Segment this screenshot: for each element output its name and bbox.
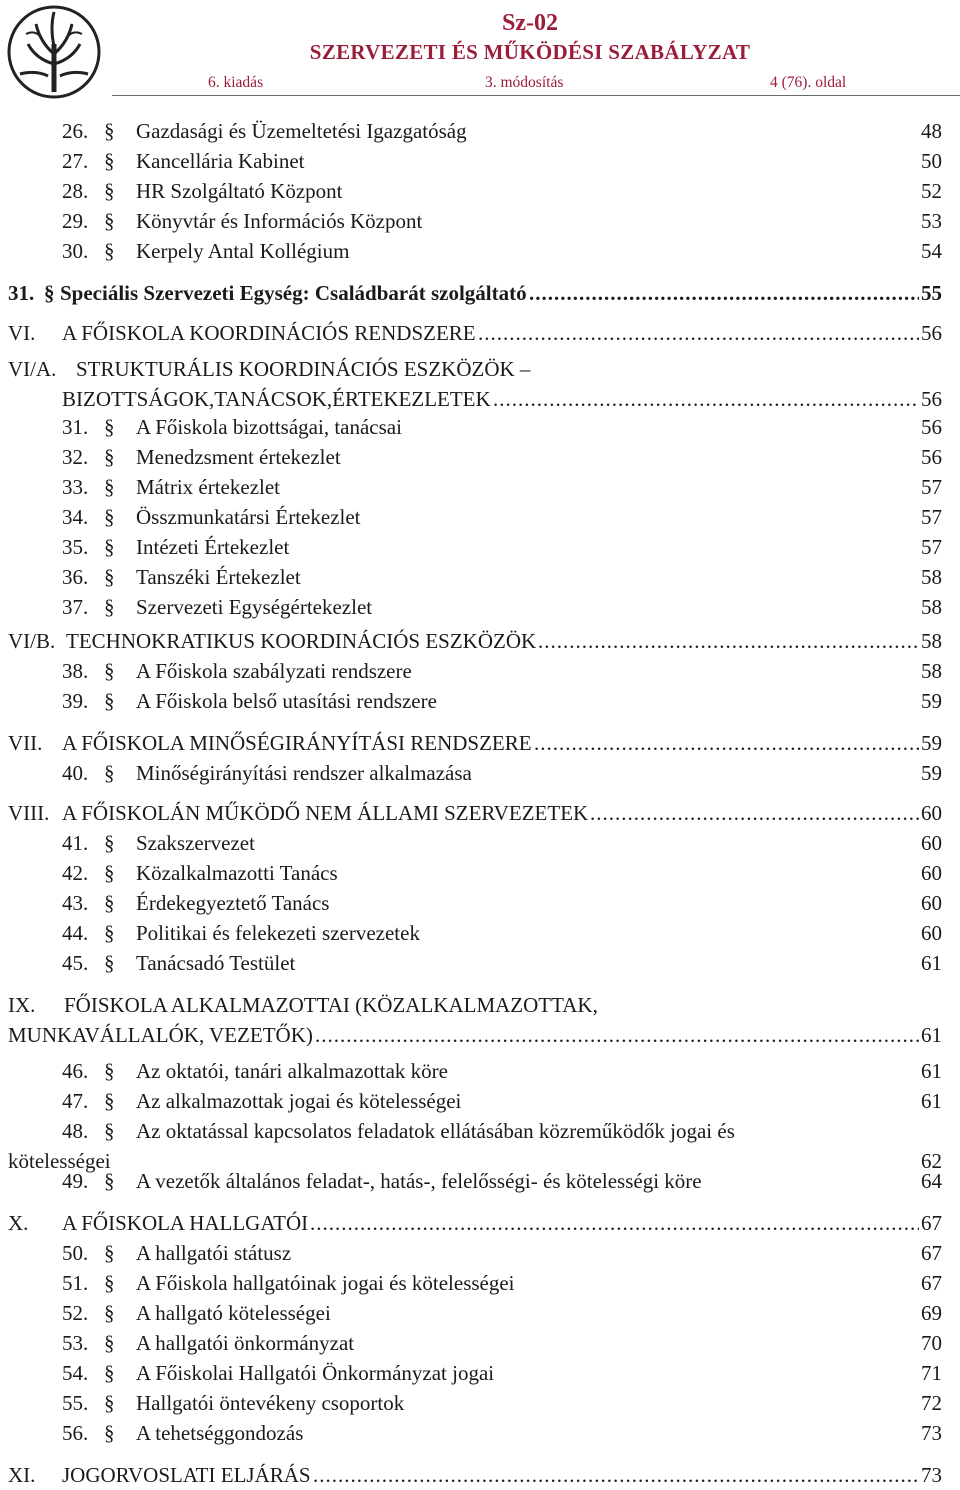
- toc-entry-number: 29.: [62, 209, 89, 233]
- toc-entry-page: 69: [921, 1301, 942, 1325]
- modification-label: 3. módosítás: [485, 74, 564, 91]
- toc-entry-page: 67: [921, 1211, 942, 1235]
- toc-entry-number: VI.: [8, 321, 36, 345]
- toc-entry-title: Hallgatói öntevékeny csoportok: [136, 1391, 405, 1415]
- toc-entry-title: Közalkalmazotti Tanács: [136, 861, 338, 885]
- toc-entry-number: 56.: [62, 1421, 89, 1445]
- section-icon: §: [104, 1331, 115, 1355]
- toc-entry-page: 58: [921, 595, 942, 619]
- toc-entry-title: A hallgatói önkormányzat: [136, 1331, 355, 1355]
- toc-entry-page: 67: [921, 1241, 942, 1265]
- toc-entry-number: 47.: [62, 1089, 89, 1113]
- toc-entry-title: Kerpely Antal Kollégium: [136, 239, 350, 263]
- toc-entry-number: X.: [8, 1211, 29, 1235]
- section-icon: §: [104, 1089, 115, 1113]
- toc-entry-page: 71: [921, 1361, 942, 1385]
- toc-entry[interactable]: [0, 1268, 960, 1298]
- section-icon: §: [104, 659, 115, 683]
- toc-entry-title: Könyvtár és Információs Központ: [136, 209, 423, 233]
- toc-entry-number: 48.: [62, 1119, 89, 1143]
- toc-entry-title: Kancellária Kabinet: [136, 149, 305, 173]
- toc-entry[interactable]: [0, 1208, 960, 1238]
- toc-entry-title: STRUKTURÁLIS KOORDINÁCIÓS ESZKÖZÖK –: [76, 357, 531, 381]
- document-meta: [180, 72, 880, 96]
- toc-entry-page: 59: [921, 761, 942, 785]
- toc-entry-number: 41.: [62, 831, 89, 855]
- section-icon: §: [104, 445, 115, 469]
- toc-entry-number: 45.: [62, 951, 89, 975]
- tree-logo-icon: [6, 4, 102, 100]
- toc-entry-number: 37.: [62, 595, 89, 619]
- toc-entry-title: Szakszervezet: [136, 831, 255, 855]
- toc-entry[interactable]: [0, 1116, 960, 1146]
- toc-entry-title: JOGORVOSLATI ELJÁRÁS: [62, 1463, 311, 1487]
- toc-entry-title: TECHNOKRATIKUS KOORDINÁCIÓS ESZKÖZÖK: [66, 629, 537, 653]
- toc-entry-title: Szervezeti Egységértekezlet: [136, 595, 373, 619]
- dot-leader: [529, 278, 919, 308]
- section-icon: §: [104, 861, 115, 885]
- section-icon: §: [104, 831, 115, 855]
- toc-entry[interactable]: [0, 990, 960, 1020]
- toc-entry-page: 62: [921, 1149, 942, 1173]
- toc-entry[interactable]: [0, 236, 960, 266]
- dot-leader: [315, 1020, 919, 1050]
- toc-entry-number: 53.: [62, 1331, 89, 1355]
- toc-entry-page: 64: [921, 1169, 942, 1193]
- toc-entry-page: 60: [921, 891, 942, 915]
- toc-entry-number: 54.: [62, 1361, 89, 1385]
- toc-entry-number: VI/B.: [8, 629, 56, 653]
- toc-entry[interactable]: [0, 442, 960, 472]
- toc-entry-title: Az oktatói, tanári alkalmazottak köre: [136, 1059, 448, 1083]
- section-icon: §: [104, 1421, 115, 1445]
- section-icon: §: [44, 281, 55, 305]
- toc-entry[interactable]: [0, 798, 960, 828]
- toc-entry-title-continued: MUNKAVÁLLALÓK, VEZETŐK): [8, 1023, 313, 1047]
- toc-entry[interactable]: [0, 1328, 960, 1358]
- toc-entry-number: 26.: [62, 119, 89, 143]
- section-icon: §: [104, 179, 115, 203]
- toc-entry-title: A FŐISKOLA HALLGATÓI: [62, 1211, 309, 1235]
- toc-entry-number: 42.: [62, 861, 89, 885]
- toc-entry[interactable]: [0, 1238, 960, 1268]
- toc-entry-title: A hallgató kötelességei: [136, 1301, 331, 1325]
- toc-entry[interactable]: [0, 728, 960, 758]
- toc-entry[interactable]: [0, 502, 960, 532]
- toc-entry-page: 61: [921, 1089, 942, 1113]
- edition-label: 6. kiadás: [208, 74, 264, 91]
- toc-entry[interactable]: [0, 354, 960, 384]
- toc-entry-number: 38.: [62, 659, 89, 683]
- toc-entry-title-continued: kötelességei: [8, 1149, 111, 1173]
- toc-entry-page: 60: [921, 801, 942, 825]
- toc-entry-title: Intézeti Értekezlet: [136, 535, 290, 559]
- toc-entry-number: 30.: [62, 239, 89, 263]
- toc-entry-title: Menedzsment értekezlet: [136, 445, 341, 469]
- toc-entry[interactable]: [0, 1388, 960, 1418]
- toc-entry-page: 57: [921, 505, 942, 529]
- toc-entry-number: 40.: [62, 761, 89, 785]
- toc-entry[interactable]: [0, 1056, 960, 1086]
- toc-entry-title: A FŐISKOLA KOORDINÁCIÓS RENDSZERE: [62, 321, 476, 345]
- section-icon: §: [104, 921, 115, 945]
- toc-entry-number: 35.: [62, 535, 89, 559]
- section-icon: §: [104, 1391, 115, 1415]
- toc-entry[interactable]: [0, 318, 960, 348]
- toc-entry[interactable]: [0, 532, 960, 562]
- toc-entry-page: 61: [921, 1059, 942, 1083]
- toc-entry-title: A Főiskola belső utasítási rendszere: [136, 689, 437, 713]
- toc-entry-page: 53: [921, 209, 942, 233]
- section-icon: §: [104, 565, 115, 589]
- toc-entry[interactable]: [0, 1298, 960, 1328]
- section-icon: §: [104, 891, 115, 915]
- toc-entry-page: 58: [921, 629, 942, 653]
- toc-entry-page: 67: [921, 1271, 942, 1295]
- toc-entry-page: 61: [921, 951, 942, 975]
- toc-entry[interactable]: [0, 858, 960, 888]
- toc-entry[interactable]: [0, 888, 960, 918]
- page-label: 4 (76). oldal: [770, 74, 847, 91]
- toc-entry-number: 31.: [62, 415, 89, 439]
- toc-entry-number: 50.: [62, 1241, 89, 1265]
- toc-entry[interactable]: [0, 562, 960, 592]
- section-icon: §: [104, 209, 115, 233]
- section-icon: §: [104, 475, 115, 499]
- toc-entry-title: A FŐISKOLA MINŐSÉGIRÁNYÍTÁSI RENDSZERE: [62, 731, 532, 755]
- toc-entry-number: 39.: [62, 689, 89, 713]
- toc-entry[interactable]: [0, 626, 960, 656]
- toc-entry[interactable]: [0, 656, 960, 686]
- dot-leader: [478, 318, 919, 348]
- toc-entry-title: A Főiskola szabályzati rendszere: [136, 659, 412, 683]
- toc-entry-title: FŐISKOLA ALKALMAZOTTAI (KÖZALKALMAZOTTAK,: [64, 993, 598, 1017]
- toc-entry-title: Az oktatással kapcsolatos feladatok ellátásában közreműködők jogai és: [136, 1119, 735, 1143]
- toc-entry-page: 72: [921, 1391, 942, 1415]
- document-code: Sz-02: [502, 10, 558, 36]
- toc-entry-number: 43.: [62, 891, 89, 915]
- toc-entry-number: 49.: [62, 1169, 89, 1193]
- toc-entry-number: 46.: [62, 1059, 89, 1083]
- toc-entry-number: 44.: [62, 921, 89, 945]
- toc-entry-title: A FŐISKOLÁN MŰKÖDŐ NEM ÁLLAMI SZERVEZETEK: [62, 801, 589, 825]
- toc-entry-number: XI.: [8, 1463, 36, 1487]
- dot-leader: [310, 1208, 919, 1238]
- toc-entry-page: 58: [921, 659, 942, 683]
- toc-entry-page: 59: [921, 689, 942, 713]
- section-icon: §: [104, 239, 115, 263]
- toc-entry-number: 52.: [62, 1301, 89, 1325]
- section-icon: §: [104, 951, 115, 975]
- section-icon: §: [104, 595, 115, 619]
- header-divider: [112, 95, 960, 96]
- toc-entry[interactable]: [0, 1166, 960, 1196]
- toc-entry[interactable]: [0, 1358, 960, 1388]
- section-icon: §: [104, 505, 115, 529]
- toc-entry-continuation: [0, 384, 960, 414]
- toc-entry-title: Tanszéki Értekezlet: [136, 565, 301, 589]
- toc-entry[interactable]: [0, 412, 960, 442]
- toc-entry-number: 33.: [62, 475, 89, 499]
- toc-entry-title: Az alkalmazottak jogai és kötelességei: [136, 1089, 462, 1113]
- toc-entry-number: 36.: [62, 565, 89, 589]
- toc-entry-page: 57: [921, 475, 942, 499]
- section-icon: §: [104, 535, 115, 559]
- section-icon: §: [104, 1059, 115, 1083]
- toc-entry-number: VI/A.: [8, 357, 57, 381]
- toc-entry-page: 56: [921, 415, 942, 439]
- toc-entry-title: Mátrix értekezlet: [136, 475, 281, 499]
- toc-entry-title: A hallgatói státusz: [136, 1241, 292, 1265]
- toc-entry-number: 34.: [62, 505, 89, 529]
- toc-entry[interactable]: [0, 278, 960, 308]
- toc-entry-page: 61: [921, 1023, 942, 1047]
- section-icon: §: [104, 1169, 115, 1193]
- toc-entry-number: 55.: [62, 1391, 89, 1415]
- dot-leader: [590, 798, 919, 828]
- toc-entry-page: 59: [921, 731, 942, 755]
- toc-entry-title: HR Szolgáltató Központ: [136, 179, 343, 203]
- toc-entry-title: Összmunkatársi Értekezlet: [136, 505, 361, 529]
- toc-entry-page: 73: [921, 1421, 942, 1445]
- toc-entry-title: Speciális Szervezeti Egység: Családbarát szolgáltató: [60, 281, 527, 305]
- toc-entry-page: 73: [921, 1463, 942, 1487]
- toc-entry[interactable]: [0, 948, 960, 978]
- toc-entry[interactable]: [0, 176, 960, 206]
- section-icon: §: [104, 415, 115, 439]
- section-icon: §: [104, 761, 115, 785]
- section-icon: §: [104, 1241, 115, 1265]
- toc-entry[interactable]: [0, 686, 960, 716]
- toc-entry[interactable]: [0, 1418, 960, 1448]
- toc-entry-page: 48: [921, 119, 942, 143]
- toc-entry-page: 56: [921, 387, 942, 411]
- toc-entry[interactable]: [0, 146, 960, 176]
- dot-leader: [493, 384, 919, 414]
- toc-entry[interactable]: [0, 1460, 960, 1490]
- section-icon: §: [104, 149, 115, 173]
- toc-entry-title-continued: BIZOTTSÁGOK,TANÁCSOK,ÉRTEKEZLETEK: [62, 387, 491, 411]
- dot-leader: [534, 728, 919, 758]
- toc-entry[interactable]: [0, 472, 960, 502]
- toc-entry-page: 54: [921, 239, 942, 263]
- toc-entry-title: A vezetők általános feladat-, hatás-, felelősségi- és kötelességi köre: [136, 1169, 702, 1193]
- dot-leader: [313, 1460, 919, 1490]
- toc-entry-page: 60: [921, 921, 942, 945]
- toc-entry-page: 50: [921, 149, 942, 173]
- toc-entry-title: A tehetséggondozás: [136, 1421, 304, 1445]
- toc-entry-page: 55: [921, 281, 942, 305]
- toc-entry[interactable]: [0, 1086, 960, 1116]
- section-icon: §: [104, 1271, 115, 1295]
- toc-entry-page: 70: [921, 1331, 942, 1355]
- toc-entry-number: 27.: [62, 149, 89, 173]
- toc-entry-title: A Főiskola hallgatóinak jogai és kötelességei: [136, 1271, 515, 1295]
- toc-entry-page: 58: [921, 565, 942, 589]
- toc-entry-title: Politikai és felekezeti szervezetek: [136, 921, 420, 945]
- toc-entry[interactable]: [0, 758, 960, 788]
- toc-entry-title: Gazdasági és Üzemeltetési Igazgatóság: [136, 119, 467, 143]
- toc-entry-number: IX.: [8, 993, 36, 1017]
- section-icon: §: [104, 1301, 115, 1325]
- toc-entry-page: 60: [921, 861, 942, 885]
- toc-entry-title: Érdekegyeztető Tanács: [136, 891, 330, 915]
- toc-entry-title: Tanácsadó Testület: [136, 951, 296, 975]
- toc-entry-number: 32.: [62, 445, 89, 469]
- toc-entry-page: 57: [921, 535, 942, 559]
- toc-entry-page: 56: [921, 321, 942, 345]
- toc-entry-title: Minőségirányítási rendszer alkalmazása: [136, 761, 472, 785]
- section-icon: §: [104, 119, 115, 143]
- section-icon: §: [104, 689, 115, 713]
- section-icon: §: [104, 1119, 115, 1143]
- dot-leader: [538, 626, 919, 656]
- toc-entry-number: VIII.: [8, 801, 50, 825]
- toc-entry[interactable]: [0, 918, 960, 948]
- toc-entry-page: 60: [921, 831, 942, 855]
- toc-entry-continuation: [0, 1020, 960, 1050]
- toc-entry-title: A Főiskolai Hallgatói Önkormányzat jogai: [136, 1361, 495, 1385]
- toc-entry-number: 31.: [8, 281, 35, 305]
- toc-entry[interactable]: [0, 116, 960, 146]
- toc-entry-number: 51.: [62, 1271, 89, 1295]
- section-icon: §: [104, 1361, 115, 1385]
- toc-entry-title: A Főiskola bizottságai, tanácsai: [136, 415, 402, 439]
- toc-entry-number: VII.: [8, 731, 43, 755]
- toc-entry-number: 28.: [62, 179, 89, 203]
- toc-entry[interactable]: [0, 206, 960, 236]
- toc-entry-page: 56: [921, 445, 942, 469]
- toc-entry[interactable]: [0, 592, 960, 622]
- toc-entry-page: 52: [921, 179, 942, 203]
- toc-entry[interactable]: [0, 828, 960, 858]
- document-title: SZERVEZETI ÉS MŰKÖDÉSI SZABÁLYZAT: [309, 40, 751, 64]
